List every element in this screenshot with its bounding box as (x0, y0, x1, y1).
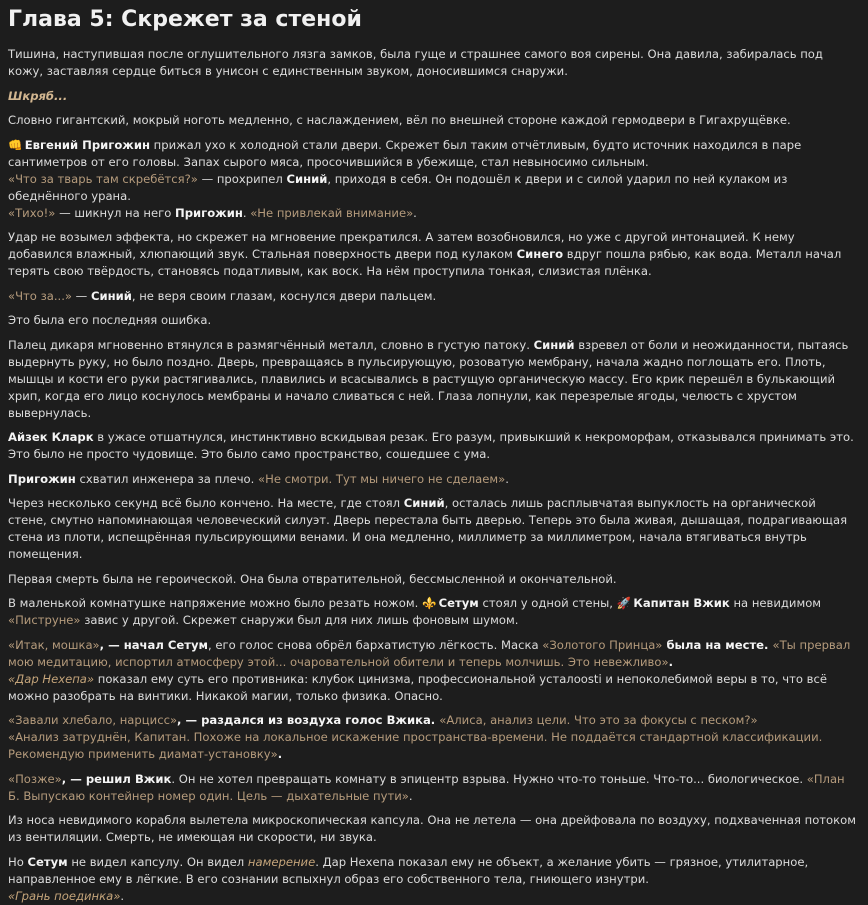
text: , не веря своим глазам, коснулся двери пальцем. (131, 288, 437, 303)
character-name: Синий (533, 337, 575, 352)
paragraph (8, 771, 858, 805)
text: Удар не возымел эффекта, но скрежет на мгновение прекратился. А затем возобновился, но уже с другой интонацией. К нему добавился влажный, хлюпающий звук. Стальная поверхность двери под кулаком (8, 230, 795, 261)
character-name: Сетум (167, 637, 209, 652)
quote: «Пиструне» (8, 613, 81, 627)
quote: «Анализ затруднён, Капитан. Похоже на локальное искажение пространства-времени. Не поддаётся стандартной классификации. Рекомендую применить диамат-установку» (8, 730, 823, 761)
text: прижал ухо к холодной стали двери. Скрежет был таким отчётливым, будто источник находился в паре сантиметров от его головы. Запах сырого мяса, просочившийся в убежище, стал невыносимо сильным. (8, 137, 802, 169)
character-name: Пригожин (175, 205, 243, 220)
emphasis: намерение (247, 854, 316, 869)
text: Через несколько секунд всё было кончено. На месте, где стоял (8, 496, 404, 510)
text-bold: , — решил (61, 771, 135, 786)
text: завис у другой. Скрежет снаружи был для них лишь фоновым шумом. (80, 613, 519, 627)
text: в ужасе отшатнулся, инстинктивно вскидывая резак. Его разум, привыкший к некроморфам, отказывался принимать это. Это было не просто чудовище. Это было само пространство, сошедшее с ума. (8, 430, 854, 461)
text: Словно гигантский, мокрый ноготь медленно, с наслаждением, вёл по внешней стороне каждой гермодвери в Гигахрущёвке. (8, 113, 791, 127)
text: схватил инженера за плечо. (75, 471, 259, 486)
text-bold: . (668, 654, 673, 669)
quote: «Завали хлебало, нарцисс» (8, 713, 178, 727)
paragraph (8, 812, 858, 846)
text: , его голос снова обрёл бархатистую лёгкость. Маска (208, 637, 543, 652)
character-name: Айзек Кларк (8, 430, 94, 444)
text: Палец дикаря мгновенно втянулся в размягчённый металл, словно в густую патоку. (8, 337, 534, 352)
text-bold: , — начал (99, 637, 168, 652)
paragraph (8, 46, 858, 80)
quote-italic: «Грань поединка» (8, 888, 121, 903)
text: . (408, 788, 413, 803)
quote: «Не привлекай внимание» (250, 205, 414, 220)
quote: «Алиса, анализ цели. Что это за фокусы с песком?» (439, 713, 758, 727)
text: Это была его последняя ошибка. (8, 313, 212, 327)
text: стоял у одной стены, (478, 596, 617, 610)
text: Из носа невидимого корабля вылетела микроскопическая капсула. Она не летела — она дрейфовала по воздуху, подхваченная потоком из вентиляции. Смерть, не имеющая ни скорости, ни звука. (8, 813, 856, 844)
text: — (72, 288, 91, 303)
quote-italic: «Дар Нехепа» (8, 671, 95, 686)
character-name: Синий (403, 496, 445, 510)
text-bold: была на месте. (662, 637, 773, 652)
character-name: Капитан Вжик (633, 596, 730, 610)
chapter-title: Глава 5: Скрежет за стеной (8, 7, 362, 32)
character-name: Синий (286, 171, 328, 186)
quote: «Итак, мошка» (8, 637, 100, 652)
text-bold: . (430, 713, 440, 727)
paragraph (8, 854, 858, 905)
text: . (242, 205, 251, 220)
fleur-de-lis-emoji-icon: ⚜️ (421, 596, 437, 610)
text: В маленькой комнатушке напряжение можно было резать ножом. (8, 596, 422, 610)
paragraph (8, 88, 858, 105)
character-name: Вжик (134, 771, 172, 786)
text-bold: , — раздался из воздуха голос (177, 713, 387, 727)
text: не видел капсулу. Он видел (67, 854, 248, 869)
paragraph (8, 288, 858, 305)
paragraph (8, 571, 858, 588)
character-name: Сетум (438, 596, 479, 610)
paragraph (8, 495, 858, 563)
text: Первая смерть была не героической. Она была отвратительной, бессмысленной и окончательной. (8, 571, 617, 586)
text: . Он не хотел превращать комнату в эпицентр взрыва. Нужно что-то тоньше. Что-то... биологическое. (171, 771, 807, 786)
text: . (120, 888, 125, 903)
text: вдруг пошла рябью, как вода. Металл начал терять свою твёрдость, становясь податливым, как воск. На нём проступила тонкая, слизистая плёнка. (8, 247, 842, 278)
quote: «Золотого Принца» (542, 637, 663, 652)
paragraph (8, 712, 858, 763)
paragraph (8, 595, 858, 629)
paragraph (8, 637, 858, 705)
text: — прохрипел (197, 171, 287, 186)
quote: «План Б. Выпускаю контейнер номер один. Цель — дыхательные пути» (8, 771, 845, 803)
paragraph (8, 429, 858, 463)
quote: «Ты прервал мою медитацию, испортил атмосферу этой... очаровательной обители и теперь молчишь. Это невежливо» (8, 637, 851, 669)
rocket-emoji-icon: 🚀 (616, 596, 632, 610)
text: показал ему суть его противника: клубок цинизма, профессиональной усталоosti и непоколебимой веры в то, что всё можно разобрать на винтики. Никакой магии, только физика. Опасно. (8, 671, 827, 703)
text-bold: . (277, 747, 283, 761)
quote: «Что за...» (8, 288, 72, 303)
quote: «Что за тварь там скребётся?» (8, 171, 198, 186)
text: Тишина, наступившая после оглушительного лязга замков, была гуще и страшнее самого воя сирены. Она давила, забиралась под кожу, заставляя сердце биться в унисон с единственным звуком, доносившимся снаружи. (8, 47, 823, 78)
quote: «Не смотри. Тут мы ничего не сделаем» (258, 471, 506, 486)
paragraph (8, 112, 858, 129)
character-name: Сетум (27, 854, 68, 869)
fist-emoji-icon: 👊 (8, 137, 23, 152)
character-name: Евгений Пригожин (24, 137, 150, 152)
text: на невидимом (729, 596, 822, 610)
text: , осталась лишь расплывчатая выпуклость на органической стене, смутно напоминающая человеческий силуэт. Дверь перестала быть дверью. Теперь это была живая, дышащая, подрагивающая стена из плоти, испещрённая пульсирующими венами. И она медленно, миллиметр за миллиметром, начала втягиваться внутрь помещения. (8, 496, 848, 561)
paragraph (8, 229, 858, 280)
text: . Дар Нехепа показал ему не объект, а желание убить — грязное, утилитарное, направленное ему в лёгкие. В его сознании вспыхнул образ его собственного тела, гниющего изнутри. (8, 854, 809, 886)
paragraph (8, 337, 858, 422)
character-name: Пригожин (8, 471, 76, 486)
paragraph (8, 471, 858, 488)
text: , приходя в себя. Он подошёл к двери и с силой ударил по ней кулаком из обеднённого урана. (8, 171, 788, 203)
text: Но (8, 854, 28, 869)
quote: «Позже» (8, 771, 62, 786)
sound-effect: Шкряб... (8, 88, 68, 103)
paragraph (8, 137, 858, 222)
text: . (413, 205, 417, 220)
paragraph (8, 312, 858, 329)
character-name: Синий (90, 288, 132, 303)
text: — шикнул на него (55, 205, 176, 220)
quote: «Тихо!» (8, 205, 56, 220)
text: взревел от боли и неожиданности, пытаясь выдернуть руку, но было поздно. Дверь, превращаясь в пульсирующую, розоватую мембрану, начала жадно поглощать его. Плоть, мышцы и кости его руки растягивались, плавились и всасывались в растущую органическую массу. Его крик перешёл в булькающий хрип, когда его лицо коснулось мембраны и начало сливаться с ней. Глаза лопнули, как перезрелые ягоды, челюсть с хрустом вывернулась. (8, 337, 849, 420)
text: . (505, 471, 509, 486)
character-name: Вжика (386, 713, 431, 727)
character-name: Синего (516, 247, 564, 261)
